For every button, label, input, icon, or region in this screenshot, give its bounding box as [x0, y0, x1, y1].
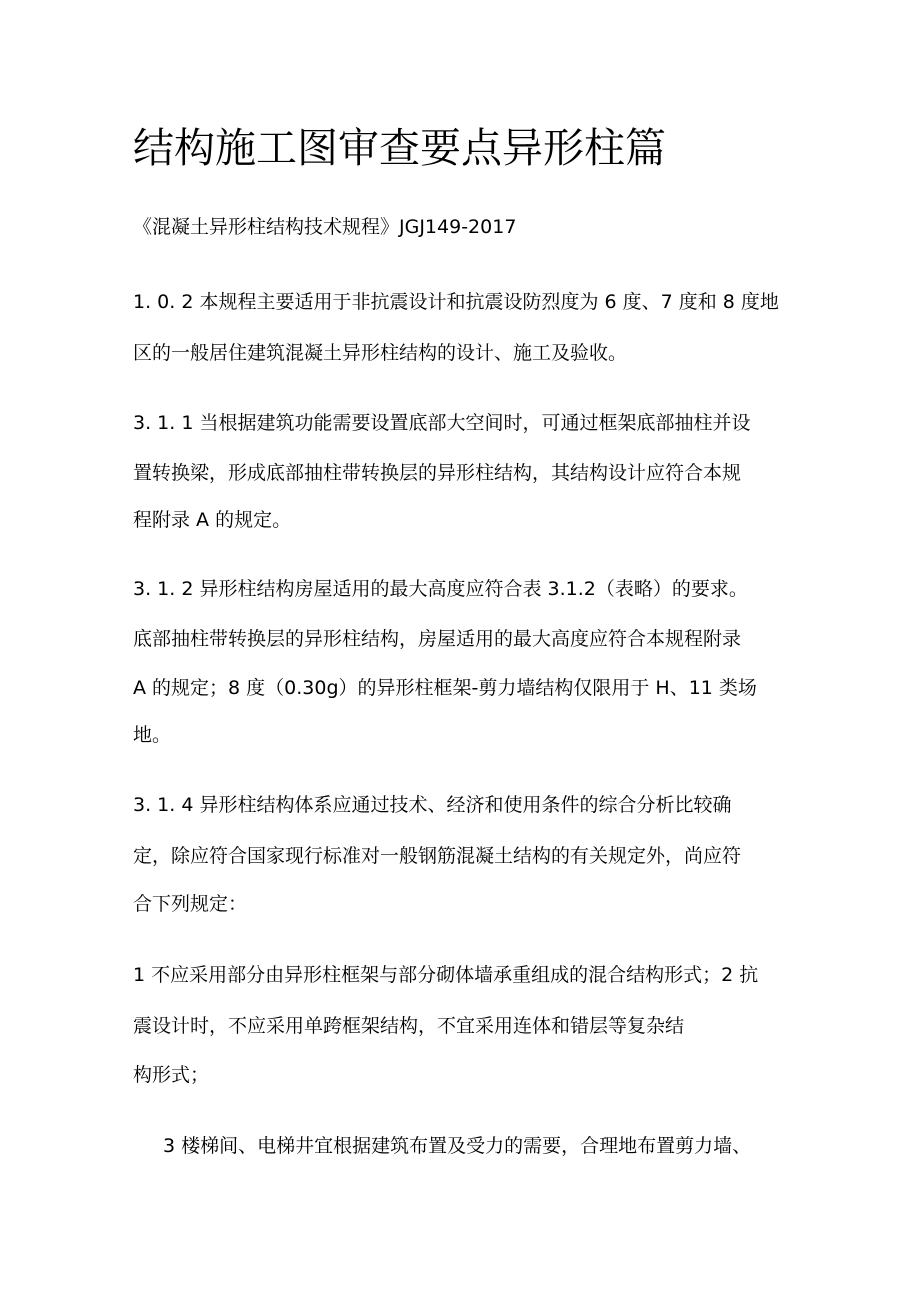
clause-3-1-2-line-3: A 的规定；8 度（0.30g）的异形柱框架-剪力墙结构仅限用于 H、11 类场 — [133, 677, 757, 699]
clause-3-1-2-line-2: 底部抽柱带转换层的异形柱结构，房屋适用的最大高度应符合本规程附录 — [133, 628, 742, 650]
clause-3-1-1-line-3: 程附录 A 的规定。 — [133, 509, 292, 531]
clause-3-1-1-line-2: 置转换梁，形成底部抽柱带转换层的异形柱结构，其结构设计应符合本规 — [133, 462, 742, 484]
document-title: 结构施工图审查要点异形柱篇 — [133, 124, 666, 172]
clause-3-1-1-line-1: 3. 1. 1 当根据建筑功能需要设置底部大空间时，可通过框架底部抽柱并设 — [133, 412, 751, 434]
clause-1-0-2-line-2: 区的一般居住建筑混凝土异形柱结构的设计、施工及验收。 — [133, 342, 628, 364]
item-1-2-line-3: 构形式； — [133, 1064, 210, 1086]
standard-reference: 《混凝土异形柱结构技术规程》JGJ149-2017 — [133, 216, 517, 238]
clause-3-1-4-line-2: 定，除应符合国家现行标准对一般钢筋混凝土结构的有关规定外，尚应符 — [133, 845, 742, 867]
item-1-2-line-1: 1 不应采用部分由异形柱框架与部分砌体墙承重组成的混合结构形式；2 抗 — [133, 964, 759, 986]
clause-3-1-4-line-3: 合下列规定： — [133, 893, 248, 915]
clause-1-0-2-line-1: 1. 0. 2 本规程主要适用于非抗震设计和抗震设防烈度为 6 度、7 度和 8 度地 — [133, 291, 779, 313]
clause-3-1-4-line-1: 3. 1. 4 异形柱结构体系应通过技术、经济和使用条件的综合分析比较确 — [133, 794, 732, 816]
clause-3-1-2-line-4: 地。 — [133, 724, 172, 746]
item-3-line-1: 3 楼梯间、电梯井宜根据建筑布置及受力的需要，合理地布置剪力墙、 — [163, 1135, 752, 1157]
item-1-2-line-2: 震设计时，不应采用单跨框架结构，不宜采用连体和错层等复杂结 — [133, 1015, 685, 1037]
clause-3-1-2-line-1: 3. 1. 2 异形柱结构房屋适用的最大高度应符合表 3.1.2（表略）的要求。 — [133, 578, 748, 600]
